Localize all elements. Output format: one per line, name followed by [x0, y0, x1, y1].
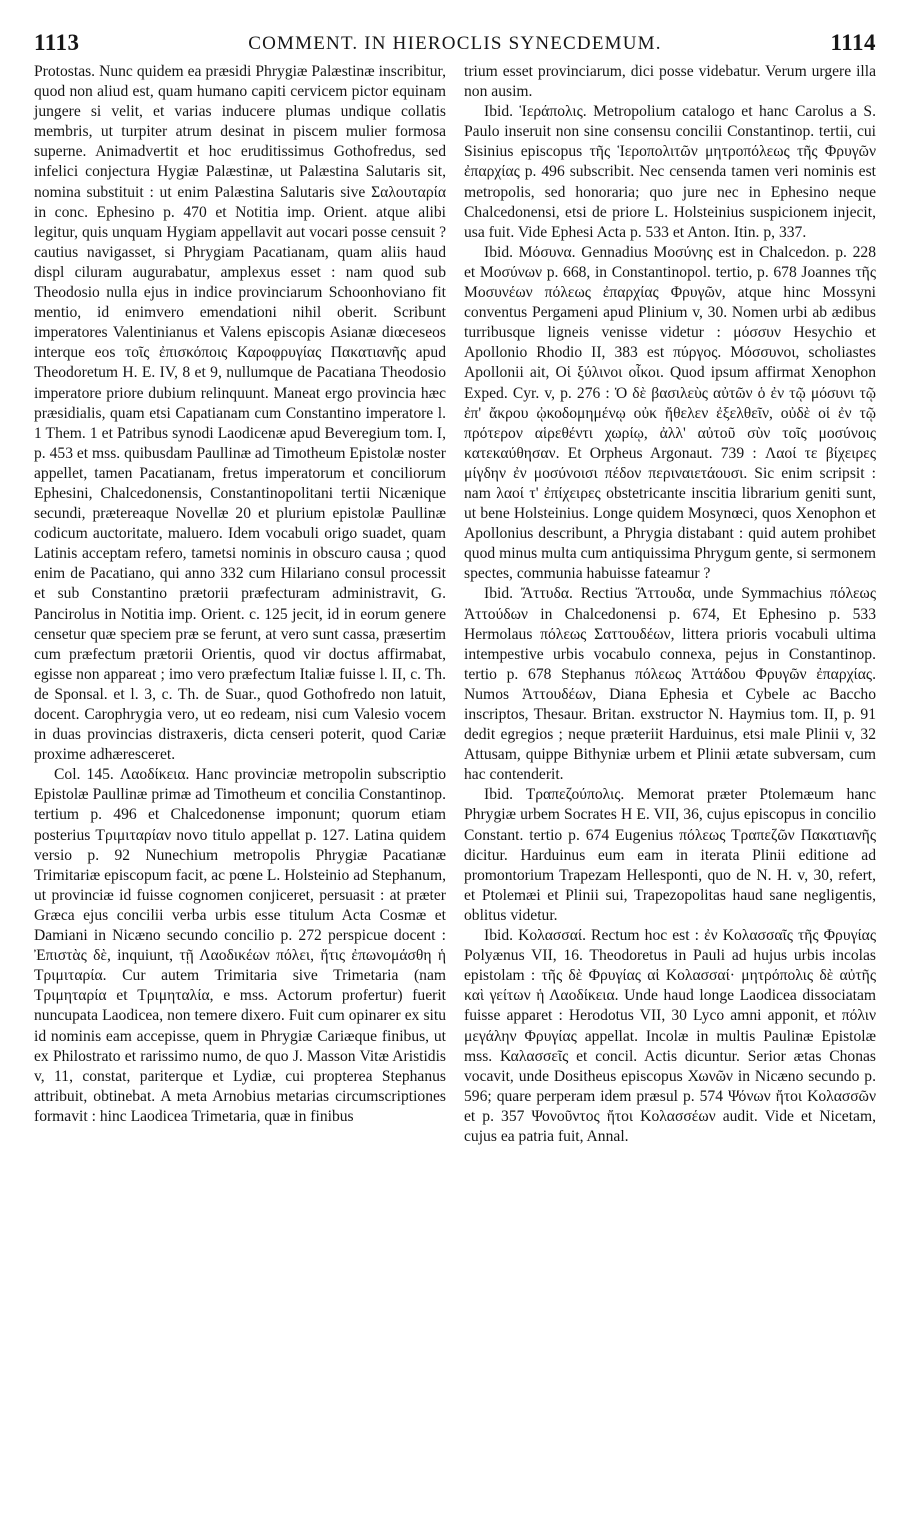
- right-column: [464, 62, 876, 1147]
- paragraph: Ibid. Κολασσαί. Rectum hoc est : ἐν Κολασσαῖς τῆς Φρυγίας Polyænus VII, 16. Theodoretus in Pauli ad hujus urbis incolas epistolam : τῆς δὲ Φρυγίας αἱ Κολασσαί· μητρόπολις δὲ αὐτῆς καὶ γείτων ἡ Λαοδίκεια. Unde haud longe Laodicea dissociatam fuisse apparet : Herodotus VII, 30 Lyco amni apponit, et πόλιν μεγάλην Φρυγίας appellat. Incolæ in multis Paulinæ Epistolæ mss. Καλασσεῖς et concil. Actis dicuntur. Serior ætas Chonas vocavit, unde Dositheus episcopus Χωνῶν in Nicæno secundo p. 596; quare perperam idem præsul p. 574 Ψόνων ἤτοι Κολασσῶν et p. 357 Ψονοῦντος ἤτοι Κολασσέων audit. Vide et Nicetam, cujus ea patria fuit, Annal.: [464, 927, 876, 1145]
- paragraph: Ibid. Ἄττυδα. Rectius Ἄττουδα, unde Symmachius πόλεως Ἀττούδων in Chalcedonensi p. 674, Et Ephesino p. 533 Hermolaus πόλεως Σαττουδέων, littera prioris vocabuli ultima intempestive urbis vocabulo connexa, pejus in Constantinop. tertio p. 678 Stephanus πόλεως Ἀττάδου Φρυγῶν ἐπαρχίας. Numos Ἀττουδέων, Diana Ephesia et Cybele ac Baccho inscriptos, Thesaur. Britan. exstructor N. Haymius tom. II, p. 91 dedit egregios ; neque præteriit Harduinus, etsi male Plinii v, 32 Attusam, quippe Bithyniæ urbem et Plinii ætate subversam, cum hac contenderit.: [464, 585, 876, 784]
- paragraph: Ibid. Τραπεζούπολις. Memorat præter Ptolemæum hanc Phrygiæ urbem Socrates H E. VII, 36, cujus episcopus in concilio Constant. tertio p. 674 Eugenius πόλεως Τραπεζῶν Πακατιανῆς dicitur. Harduinus eum eam in iterata Plinii editione ad promontorium Trapezam Hellesponti, quo de N. H. v, 30, refert, et Ptolemæi et Plinii sui, Trapezopolitas haud sane negligentis, oblitus videtur.: [464, 786, 876, 924]
- left-column: [34, 62, 446, 1127]
- running-title: COMMENT. IN HIEROCLIS SYNECDEMUM.: [248, 33, 662, 54]
- paragraph: Ibid. Ἱεράπολις. Metropolium catalogo et hanc Carolus a S. Paulo inseruit non sine consensu concilii Constantinop. tertii, cui Sisinius episcopus τῆς Ἱεροπολιτῶν μητροπόλεως τῆς Φρυγῶν ἐπαρχίας p. 496 subscribit. Nec censenda tamen veri nominis est metropolis, sed honoraria; quo jure nec in Ephesino neque Chalcedonensi, etsi de priore L. Holsteinius suspicionem injecit, usa fuit. Vide Ephesi Acta p. 533 et Anton. Itin. p, 337.: [464, 103, 876, 241]
- paragraph: trium esset provinciarum, dici posse videbatur. Verum urgere illa non ausim.: [464, 63, 876, 101]
- paragraph: Ibid. Μόσυνα. Gennadius Μοσύνης est in Chalcedon. p. 228 et Μοσύνων p. 668, in Constantinopol. tertio, p. 678 Joannes τῆς Μοσυνέων πόλεως ἐπαρχίας Φρυγῶν, atque hinc Mossyni conventus Pergameni apud Plinium v, 30. Nomen urbi ab ædibus turribusque ligneis venisse videtur : μόσσυν Hesychio et Apollonio Rhodio II, 383 est πύργος. Μόσσυνοι, scholiastes Apollonii ait, Οἱ ξύλινοι οἶκοι. Quod ipsum affirmat Xenophon Exped. Cyr. v, p. 276 : Ὁ δὲ βασιλεὺς αὐτῶν ὁ ἐν τῷ μόσυνι τῷ ἐπ' ἄκρου ᾠκοδομημένῳ οὐκ ἤθελεν ἐξελθεῖν, οὐδὲ οἱ ἐν τῷ πρότερον αἱρεθέντι χωρίῳ, ἀλλ' αὐτοῦ σὺν τοῖς μοσύνοις κατεκαύθησαν. Et Orpheus Argonaut. 739 : Λαοί τε βίχειρες μίγδην ἐν μοσύνοισι πέδον περιναιετάουσι. Sic enim scripsit : nam λαοί τ' ἐπίχειρες obstetricante inscitia librarium geniti sunt, ut bene Holsteinius. Longe quidem Mosynœci, quos Xenophon et Apollonius describunt, a Phrygia distabant : quid autem prohibet quod minus multa cum antiquissima Phrygum gente, si sermonem spectes, communia habuisse fateamur ?: [464, 243, 876, 583]
- page-number-left: 1113: [34, 30, 80, 55]
- page-number-right: 1114: [830, 30, 876, 55]
- paragraph: Col. 145. Λαοδίκεια. Hanc provinciæ metropolin subscriptio Epistolæ Paullinæ primæ ad Timotheum et concilia Constantinop. tertium p. 496 et Chalcedonense imponunt; quorum etiam posterius Τριμιταρίαν novo titulo appellat p. 127. Latina quidem versio p. 92 Nunechium metropolis Phrygiæ Pacatianæ Trimitariæ episcopum facit, ac pœne L. Holsteinio ad Stephanum, ut provinciæ id fuisse cognomen conjiceret, persuasit : at præter Græca ejus concilii verba urbis esse titulum Acta Cosmæ et Damiani in Nicæno secundo concilio p. 272 perspicue docent : Ἐπιστὰς δὲ, inquiunt, τῇ Λαοδικέων πόλει, ἥτις ἐπωνομάσθη ἡ Τριμιταρία. Cur autem Trimitaria sive Trimetaria (nam Τριμηταρία et Τριμηταλία, e mss. Actorum profertur) fuerit nuncupata Laodicea, non temere dixero. Fuit cum opinarer ex situ id nominis eam accepisse, quem in Phrygiæ Cariæque finibus, ut ex Philostrato et rarissimo numo, de quo J. Masson Vitæ Aristidis v, 11, constat, pariterque et Lydiæ, cui propterea Stephanus attribuit, obtinebat. A meta Arnobius metarias circumscriptiones formavit : hinc Laodicea Trimetaria, quæ in finibus: [34, 766, 446, 1125]
- paragraph: Protostas. Nunc quidem ea præsidi Phrygiæ Palæstinæ inscribitur, quod non aliud est, quam humano capiti cervicem pictor equinam jungere si velit, et varias inducere plumas undique collatis membris, ut turpiter atrum desinat in piscem mulier formosa superne. Animadvertit et hoc eruditissimus Gothofredus, sed infelici conjectura Hygiæ Palæstinæ, ut Palæstina Salutaris sit, nomina substituit : ut enim Palæstina Salutaris sive Σαλουταρία in conc. Ephesino p. 470 et Notitia imp. Orient. atque alibi legitur, quis unquam Hygiam appellavit aut vocari posse censuit ? cautius navigasset, si Phrygiam Pacatianam, quam aliis haud displ ciluram augurabatur, amplexus esset : nam quod sub Theodosio nulla ejus in indice provinciarum Schoonhoviano fit mentio, id enimvero emendationi nihil oberit. Scribunt imperatores Valentinianus et Valens episcopis Asianæ diœceseos interque eos τοῖς ἐπισκόποις Καροφρυγίας Πακατιανῆς apud Theodoretum H. E. IV, 8 et 9, nullumque de Pacatiana Theodosio imperatore priore dubium relinquunt. Maneat ergo provincia hæc præsidialis, quam etsi Capatianam cum Constantino imperatore l. 1 Them. 1 et Patribus synodi Laodicenæ apud Beveregium tom. I, p. 453 et mss. quibusdam Paullinæ ad Timotheum Epistolæ noster appellet, tamen Pacatianam, fretus imperatorum et conciliorum Ephesini, Chalcedonensis, Constantinopolitani tertii Nicænique secundi, prætereaque Novellæ 20 et plurium epistolæ Paullinæ codicum auctoritate, maluero. Idem vocabuli origo suadet, quam Latinis acceptam refero, tametsi nominis in obscuro causa ; quod enim de Pacatiano, qui anno 332 cum Hilariano consul processit et sub Constantino prætorii præfecturam administravit, G. Pancirolus in Notitia imp. Orient. c. 125 jecit, id in eorum genere censetur quæ speciem præ se ferunt, at vero sunt cassa, præsertim cum præfectum prætorii Orientis, quod vir doctus affirmabat, egisse non appareat ; imo vero præfectum Italiæ fuisse l. II, c. Th. de Sponsal. et l. 3, c. Th. de Suar., quod Gothofredo non latuit, docent. Carophrygia vero, ut eo redeam, nisi cum Valesio vocem in duas provincias distraxeris, dicta censeri poterit, quod Cariæ proxime adhæresceret.: [34, 63, 446, 764]
- running-header: [34, 30, 876, 64]
